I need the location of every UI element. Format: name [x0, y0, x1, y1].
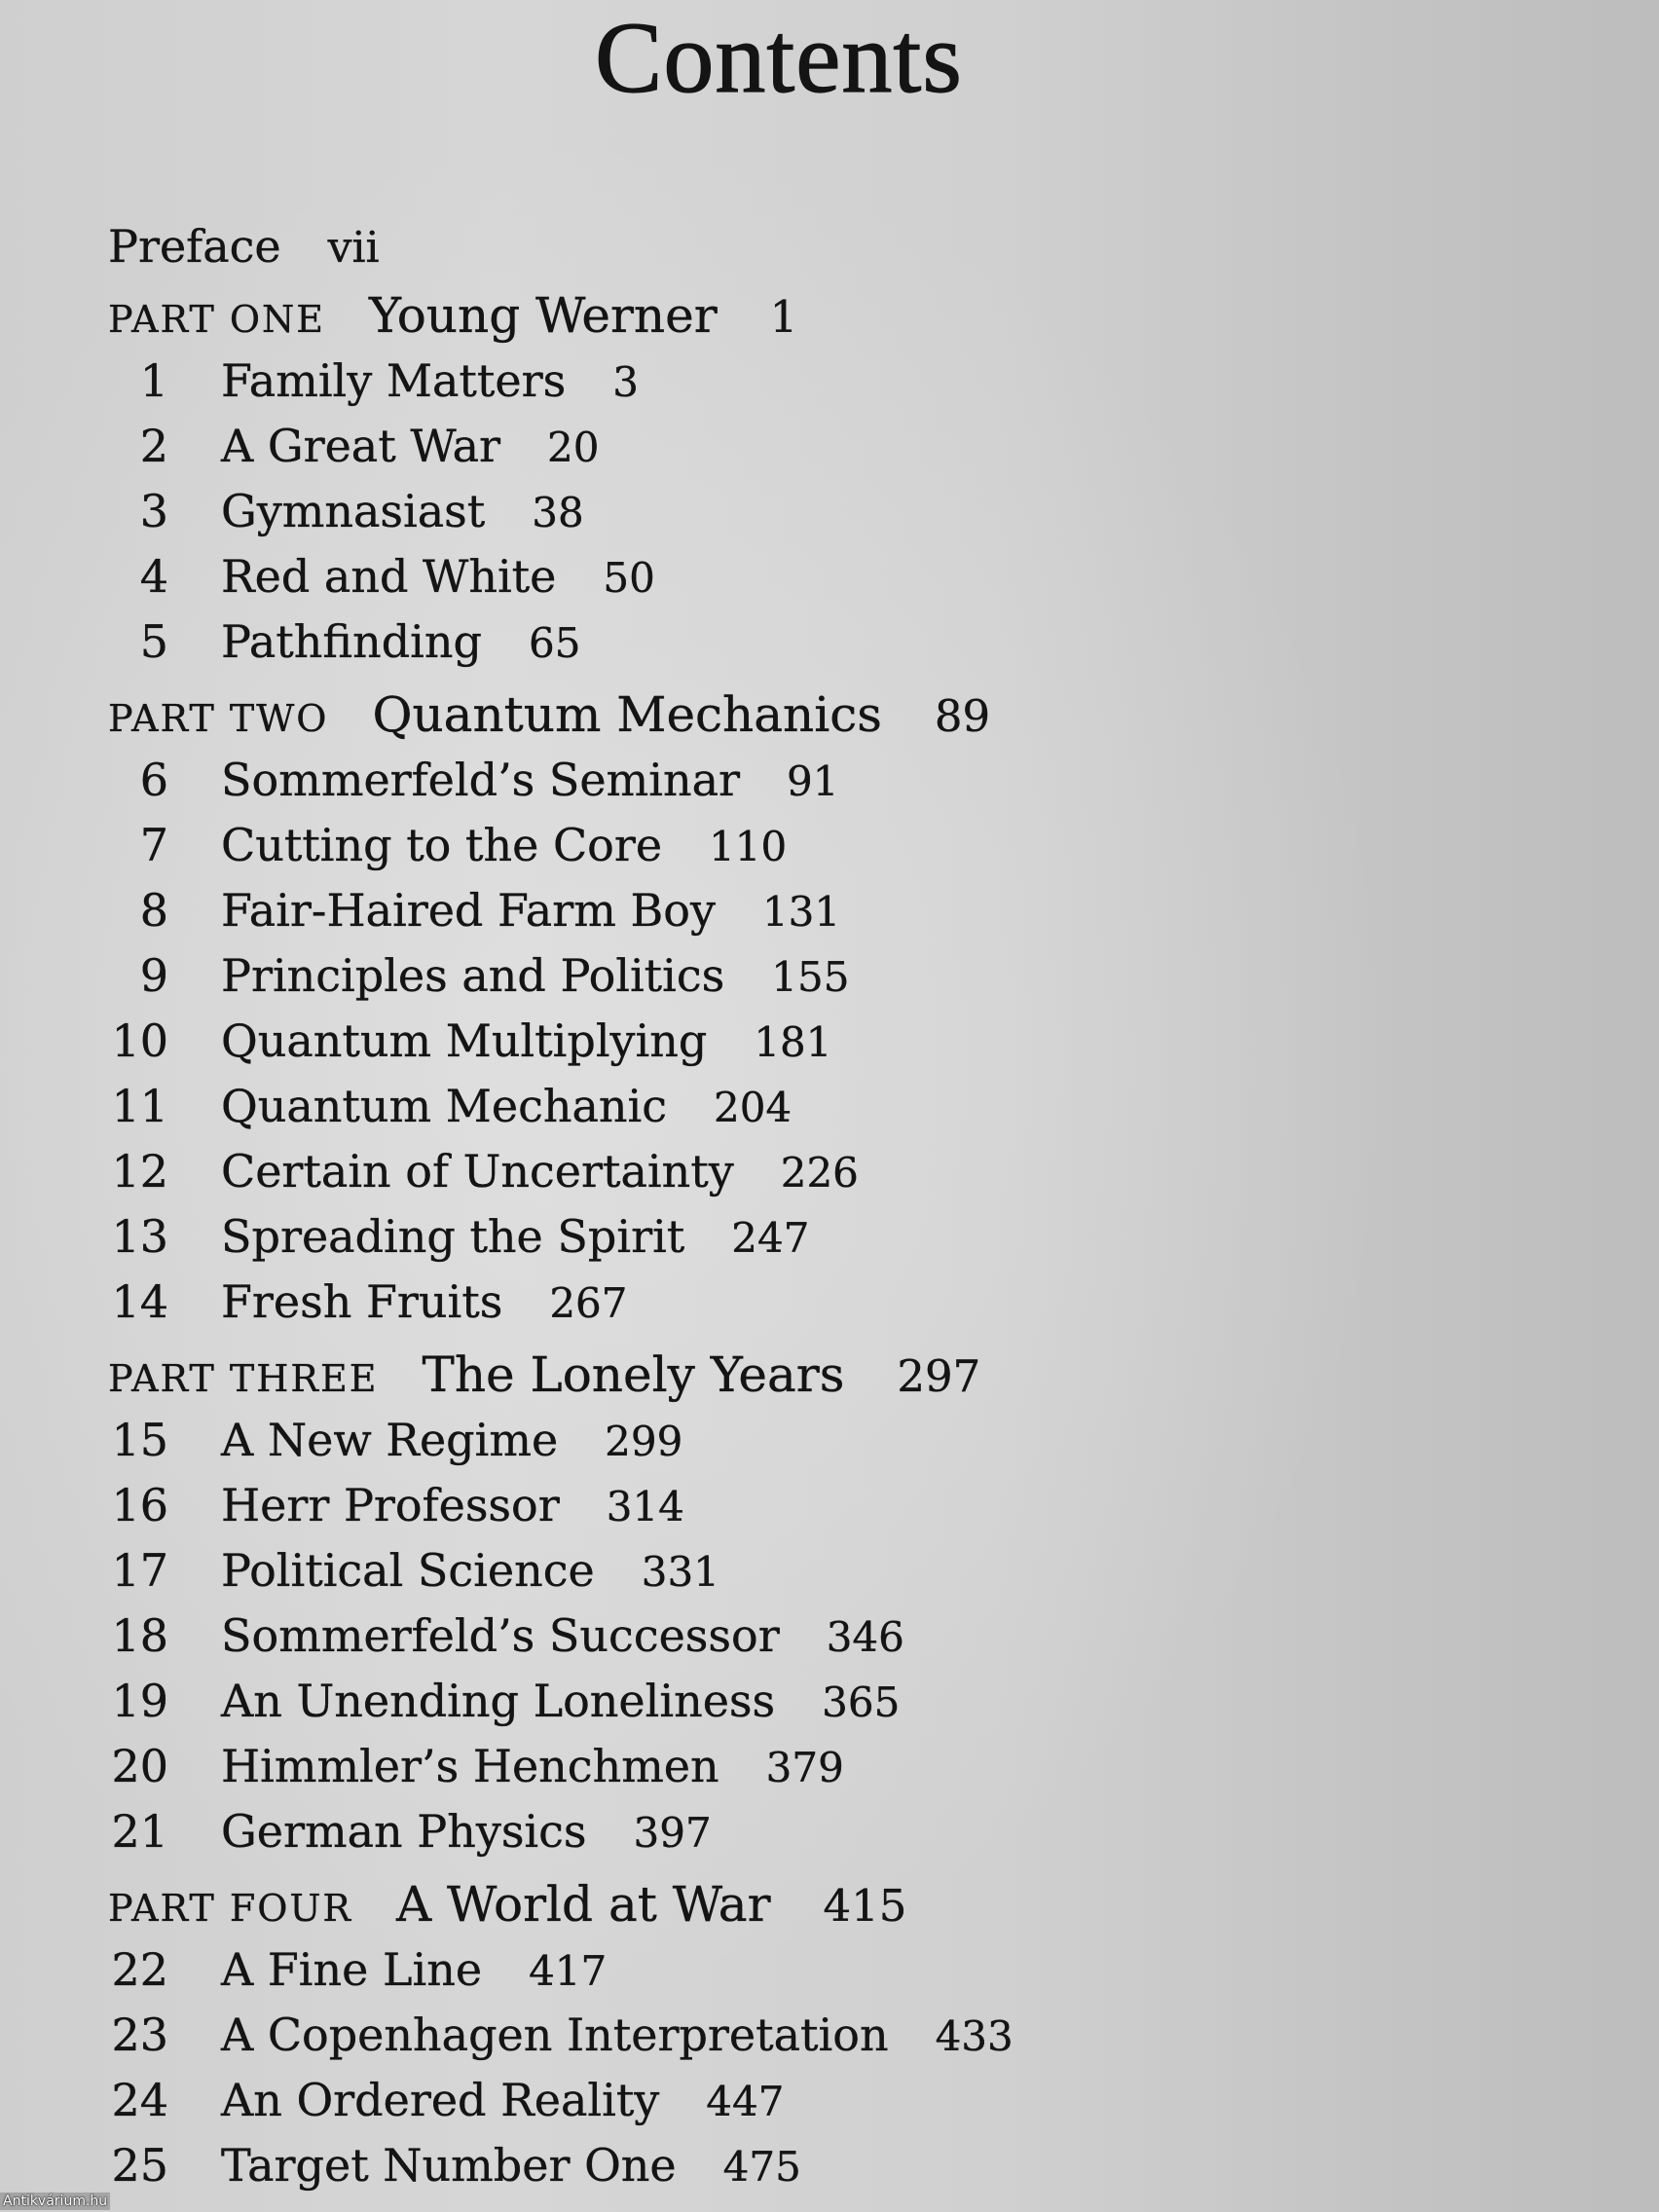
chapter-number: 7	[139, 819, 168, 871]
part-title: Young Werner	[369, 287, 718, 344]
chapter-row-8	[108, 878, 1568, 943]
part-label: PART THREE	[108, 1357, 379, 1400]
chapter-page-number: 20	[547, 424, 600, 471]
chapter-page-number: 346	[826, 1613, 904, 1661]
chapter-row-24	[108, 2068, 1568, 2133]
chapter-page-number: 365	[822, 1678, 901, 1726]
chapter-number: 11	[111, 1080, 168, 1132]
part-title: A World at War	[396, 1876, 771, 1933]
chapter-title: Fair-Haired Farm Boy	[221, 884, 716, 937]
chapter-page-number: 447	[706, 2078, 785, 2125]
chapter-title: German Physics	[221, 1805, 587, 1858]
part-heading-3	[108, 1343, 1568, 1408]
chapter-title: Certain of Uncertainty	[221, 1145, 734, 1198]
chapter-page-number: 131	[761, 888, 841, 936]
chapter-page-number: 3	[612, 358, 639, 406]
part-title: The Lonely Years	[422, 1346, 845, 1403]
part-page-number: 415	[823, 1880, 907, 1932]
chapter-title: Gymnasiast	[221, 485, 486, 537]
chapter-page-number: 155	[771, 953, 850, 1001]
chapter-title: Quantum Multiplying	[221, 1014, 708, 1067]
chapter-number: 14	[111, 1275, 168, 1328]
chapter-number: 1	[139, 354, 168, 407]
chapter-page-number: 50	[603, 554, 655, 602]
chapter-number: 16	[111, 1479, 168, 1531]
chapter-title: Target Number One	[221, 2139, 677, 2192]
chapter-row-9	[108, 943, 1568, 1009]
chapter-number: 15	[111, 1414, 168, 1466]
chapter-row-19	[108, 1669, 1568, 1734]
chapter-number: 17	[111, 1544, 168, 1597]
part-label: PART TWO	[108, 697, 329, 740]
chapter-page-number: 65	[528, 619, 581, 667]
chapter-row-4	[108, 544, 1568, 609]
page-title: Contents	[595, 2, 963, 114]
part-label: PART FOUR	[108, 1887, 353, 1930]
chapter-number: 21	[111, 1805, 168, 1858]
chapter-number: 23	[111, 2009, 168, 2061]
chapter-title: Spreading the Spirit	[221, 1210, 685, 1263]
chapter-row-18	[108, 1604, 1568, 1669]
watermark: Antikvárium.hu	[0, 2193, 110, 2210]
chapter-number: 4	[139, 550, 168, 603]
chapter-title: Family Matters	[221, 354, 567, 407]
chapter-page-number: 433	[935, 2012, 1014, 2060]
chapter-row-3	[108, 479, 1568, 544]
chapter-row-6	[108, 748, 1568, 813]
chapter-title: An Unending Loneliness	[221, 1675, 776, 1727]
chapter-number: 18	[111, 1609, 168, 1662]
chapter-number: 25	[111, 2139, 168, 2192]
preface-row	[108, 214, 1568, 279]
chapter-page-number: 299	[605, 1418, 683, 1465]
part-heading-1	[108, 283, 1568, 349]
part-title: Quantum Mechanics	[372, 686, 882, 743]
chapter-row-20	[108, 1734, 1568, 1799]
chapter-row-16	[108, 1473, 1568, 1538]
chapter-page-number: 38	[532, 489, 584, 536]
chapter-page-number: 91	[787, 757, 839, 805]
toc-list	[108, 214, 1568, 2198]
chapter-row-21	[108, 1799, 1568, 1864]
chapter-row-2	[108, 414, 1568, 479]
chapter-page-number: 314	[606, 1483, 684, 1530]
chapter-page-number: 181	[754, 1018, 832, 1066]
part-heading-4	[108, 1872, 1568, 1937]
chapter-title: Red and White	[221, 550, 557, 603]
part-label: PART ONE	[108, 298, 326, 341]
chapter-title: Sommerfeld’s Successor	[221, 1609, 780, 1662]
chapter-row-17	[108, 1538, 1568, 1604]
chapter-row-11	[108, 1074, 1568, 1139]
chapter-page-number: 110	[709, 823, 788, 870]
chapter-number: 8	[139, 884, 168, 937]
chapter-number: 3	[139, 485, 168, 537]
chapter-title: A Fine Line	[221, 1943, 483, 1996]
chapter-number: 2	[139, 420, 168, 472]
part-heading-2	[108, 682, 1568, 748]
chapter-page-number: 247	[731, 1214, 810, 1262]
chapter-title: A Copenhagen Interpretation	[221, 2009, 889, 2061]
part-page-number: 1	[769, 291, 798, 343]
chapter-row-7	[108, 813, 1568, 878]
chapter-page-number: 226	[780, 1149, 859, 1197]
chapter-title: Quantum Mechanic	[221, 1080, 667, 1132]
chapter-title: A New Regime	[221, 1414, 559, 1466]
chapter-number: 12	[111, 1145, 168, 1198]
chapter-title: An Ordered Reality	[221, 2074, 660, 2126]
chapter-title: Herr Professor	[221, 1479, 560, 1531]
chapter-title: Cutting to the Core	[221, 819, 663, 871]
chapter-number: 13	[111, 1210, 168, 1263]
chapter-row-1	[108, 349, 1568, 414]
chapter-number: 22	[111, 1943, 168, 1996]
chapter-row-13	[108, 1204, 1568, 1270]
chapter-title: Political Science	[221, 1544, 595, 1597]
chapter-page-number: 417	[529, 1947, 608, 1995]
chapter-page-number: 475	[722, 2143, 801, 2191]
chapter-number: 9	[139, 949, 168, 1002]
chapter-number: 6	[139, 754, 168, 806]
chapter-row-14	[108, 1270, 1568, 1335]
chapter-page-number: 379	[765, 1744, 844, 1791]
chapter-row-23	[108, 2003, 1568, 2068]
preface-label: Preface	[108, 220, 281, 273]
chapter-row-5	[108, 609, 1568, 675]
part-page-number: 89	[934, 690, 991, 742]
chapter-row-22	[108, 1937, 1568, 2003]
chapter-page-number: 204	[713, 1084, 793, 1131]
chapter-title: A Great War	[221, 420, 501, 472]
chapter-title: Pathfinding	[221, 615, 482, 668]
chapter-row-12	[108, 1139, 1568, 1204]
chapter-title: Fresh Fruits	[221, 1275, 503, 1328]
chapter-number: 20	[111, 1740, 168, 1792]
chapter-row-10	[108, 1009, 1568, 1074]
chapter-number: 10	[111, 1014, 168, 1067]
part-page-number: 297	[897, 1350, 981, 1402]
chapter-page-number: 267	[549, 1279, 628, 1327]
preface-page-number: vii	[327, 223, 380, 273]
chapter-row-25	[108, 2133, 1568, 2198]
chapter-number: 24	[111, 2074, 168, 2126]
chapter-number: 5	[139, 615, 168, 668]
chapter-number: 19	[111, 1675, 168, 1727]
chapter-title: Principles and Politics	[221, 949, 725, 1002]
chapter-row-15	[108, 1408, 1568, 1473]
chapter-page-number: 397	[633, 1809, 712, 1857]
chapter-title: Himmler’s Henchmen	[221, 1740, 719, 1792]
chapter-page-number: 331	[641, 1548, 719, 1596]
chapter-title: Sommerfeld’s Seminar	[221, 754, 741, 806]
